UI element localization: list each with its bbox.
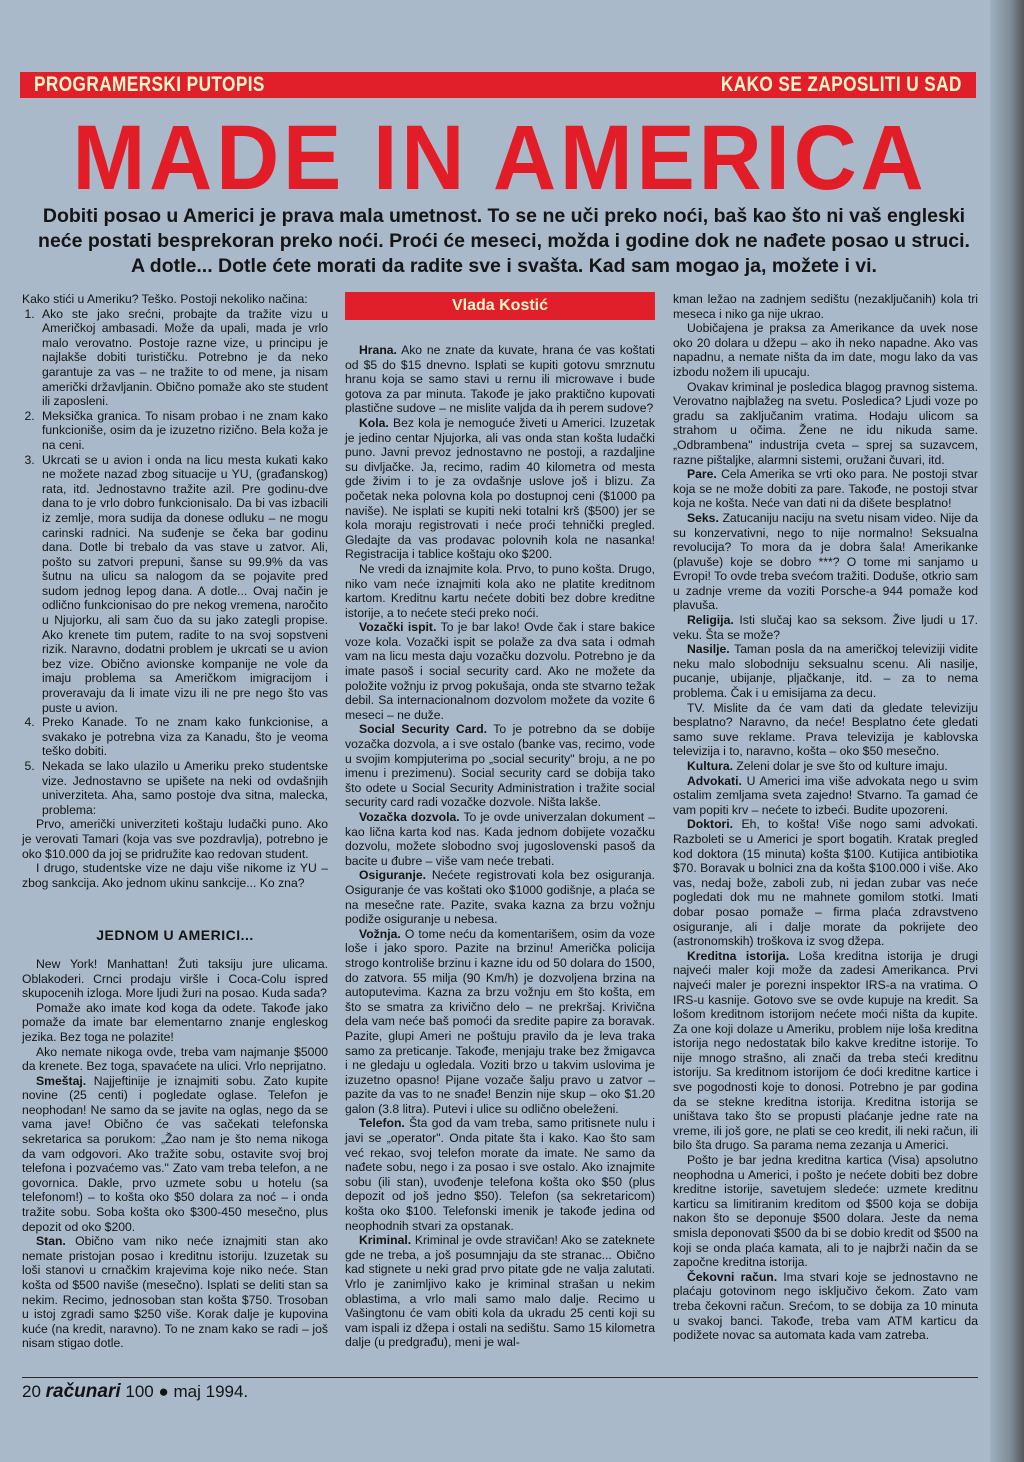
column-3 [673, 292, 978, 1343]
paragraph: Ako nemate nikoga ovde, treba vam najmanje $5000 da krenete. Bez toga, spavaćete na ulici. Vrlo neprijatno. [22, 1044, 328, 1074]
paragraph: Social Security Card. To je potrebno da se dobije vozačka dozvola, a i sve ostalo (banke vas, recimo, vode u svojim kompjuterima po „social security" broju, a ne po imenu i prezimenu). Social security card se dobija tako što odete u Social Security Administration i tražite social security card radi vozačke dozvole. Ništa lakše. [345, 722, 655, 810]
paragraph: Stan. Obično vam niko neće iznajmiti stan ako nemate pristojan posao i kreditnu istoriju. Izuzetak su loši stanovi u crnačkim krajevima koje niko neće. Stan košta od $500 naviše (mesečno). Isplati se deliti stan sa nekim. Recimo, jednosoban stan košta $750. Trosoban u istoj zgradi samo $250 više. Korak dalje je kupovina kuće (na kredit, naravno). To ne znam kako se radi – još nisam stigao dotle. [22, 1234, 328, 1351]
list-item: 2. Meksička granica. To nisam probao i ne znam kako funkcioniše, osim da je izuzetno rizično. Bela koža je na ceni. [38, 409, 328, 453]
paragraph: Pare. Cela Amerika se vrti oko para. Ne postoji stvar koja se ne može dobiti za pare. Takođe, ne postoji stvar koja ne košta. Neće van dati ni da dišete besplatno! [673, 467, 978, 511]
paragraph: I drugo, studentske vize ne daju više nikome iz YU – zbog sankcija. Ako jednom ukinu sankcije... Ko zna? [22, 861, 328, 890]
subheading: JEDNOM U AMERICI... [96, 927, 254, 944]
paragraph: Prvo, američki univerziteti koštaju ludački puno. Ako je verovati Tamari (koja vas sve pozdravlja), potrebno je oko $10.000 da joj se pridružite kao redovan student. [22, 817, 328, 861]
paragraph: TV. Mislite da će vam dati da gledate televiziju besplatno? Naravno, da neće! Besplatno ćete gledati samo suve reklame. Prava televizija je kablovska televizija i to, naravno, košta – oko $50 mesečno. [673, 700, 978, 759]
page-number: 20 [22, 1382, 41, 1401]
paragraph: Telefon. Šta god da vam treba, samo pritisnete nulu i javi se „operator". Onda pitate šta i kako. Kao što sam već rekao, svoj telefon morate da imate. Ne samo da nađete sobu, nego i za posao i sve ostalo. Ako iznajmite sobu (ili stan), uvođenje telefona košta oko $50 (plus depozit od još jedno $50). Telefon (sa sekretaricom) košta oko $100. Telefonski imenik je takođe jedina od neophodnih stvari za opstanak. [345, 1116, 655, 1233]
paragraph: Čekovni račun. Ima stvari koje se jednostavno ne plaćaju gotovinom nego isključivo čekom. Zato vam treba čekovni račun. Srećom, to se dobija za 10 minuta u svakoj banci. Takođe, treba vam ATM karticu da podižete novac sa automata kada vam zatreba. [673, 1269, 978, 1343]
paragraph: Hrana. Ako ne znate da kuvate, hrana će vas koštati od $5 do $15 dnevno. Isplati se kupiti gotovu smrznutu hranu koja se samo stavi u rernu ili microwave i bude gotova za par minuta. Takođe je jako praktično kupovati plastične sudove – ne mislite valjda da ih perem sudove? [345, 343, 655, 416]
paragraph: Kultura. Zeleni dolar je sve što od kulture imaju. [687, 759, 948, 773]
paragraph: Kola. Bez kola je nemoguće živeti u Americi. Izuzetak je jedino centar Njujorka, ali vas onda stan košta ludački puno. Javni prevoz jednostavno ne postoji, a razdaljine su divljačke. Ja, recimo, radim 40 kilometra od mesta gde živim i to je za ovdašnje uslove još i blizu. Za početak neka polovna kola po dostupnoj ceni ($1000 pa naviše). Ne isplati se kupiti neki totalni krš ($500) jer se kola moraju registrovati i neće proći tehnički pregled. Gledajte da vas prodavac polovnih kola ne nasanka! Registracija i tablice koštaju oko $200. [345, 415, 655, 562]
footer-rule [22, 1377, 978, 1378]
paragraph: Ovakav kriminal je posledica blagog pravnog sistema. Verovatno najblažeg na svetu. Posledica? Ljudi voze po gradu sa zaključanim vratima. Hodaju ulicom sa strahom u očima. Žene ne idu nikuda same. „Odbrambena" industrija cveta – sprej sa suzavcem, razne pištaljke, alarmni sistemi, oružani čuvari, itd. [673, 379, 978, 467]
paragraph: Ne vredi da iznajmite kola. Prvo, to puno košta. Drugo, niko vam neće iznajmiti kola ako ne platite kreditnom kartom. Kreditnu kartu nećete dobiti bez dobre kreditne istorije, a to nećete steći preko noći. [345, 561, 655, 620]
page-edge-shadow [990, 0, 1024, 1462]
paragraph: Advokati. U Americi ima više advokata nego u svim ostalim zemljama sveta zajedno! Stvarno. Ta gamad će vam popiti krv – nećete to izbeći. Budite upozoreni. [673, 773, 978, 817]
bullet-separator: ● [158, 1382, 169, 1401]
magazine-name: računari [45, 1381, 121, 1402]
section-label-left: PROGRAMERSKI PUTOPIS [34, 73, 265, 96]
article-title: MADE IN AMERICA [72, 107, 928, 209]
article-intro: Dobiti posao u Americi je prava mala umetnost. To se ne uči preko noći, baš kao što ni vaš engleski neće postati besprekoran preko noći. Proći će meseci, možda i godine dok ne nađete posao u struci. A dotle... Dotle ćete morati da radite sve i svašta. Kad sam mogao ja, možete i vi. [38, 205, 970, 277]
paragraph: Vozački ispit. To je bar lako! Ovde čak i stare bakice voze kola. Vozački ispit se polaže za dva sata i odmah vam na licu mesta daju vozačku dozvolu. Potrebno je da imate pasoš i social security card. Ako ne možete da položite vožnju iz prvog pokušaja, onda ste stvarno težak debil. Sa internacionalnom dozvolom možete da vozite 6 meseci – ne duže. [345, 620, 655, 722]
paragraph: Doktori. Eh, to košta! Više nogo sami advokati. Razboleti se u Americi je sport bogatih. Kratak pregled kod doktora (15 minuta) košta $100. Kutijica antibiotika $70. Boravak u bolnici zna da košta $100.000 i više. Ako vas, nedaj bože, zaboli zub, ni jedan zubar vas neće pogledati dok mu ne mahnete gomilom stotki. Imati dobar posao pomaže – firma plaća zdravstveno osiguranje, ali i dalje morate da pokrijete deo (astronomskih) troškova iz svog džepa. [673, 817, 978, 949]
paragraph: Vožnja. O tome neću da komentarišem, osim da voze loše i jako sporo. Pazite na brzinu! Američka policija strogo kontroliše brzinu i kazne idu od 50 dolara do 1500, do zatvora. 55 milja (90 Km/h) je dozvoljena brzina na autoputevima. Kazna za brzu vožnju em što košta, em što se smatra za krivično delo – ne prekršaj. Krivična dela vam neće baš pomoći da sredite papire za boravak. Pazite, glupi Ameri ne poštuju pravilo da je leva traka samo za preticanje. Takođe, menjaju trake bez žmigavca i ne gledaju u ogledala. Voziti brzo u takvim uslovima je izuzetno opasno! Pijane vozače šalju pravo u zatvor – pazite da vas to ne snađe! Benzin nije skup – oko $1.20 galon (3.8 litra). Putevi i ulice su odlično obeleženi. [345, 926, 655, 1116]
issue-date: maj 1994. [173, 1382, 249, 1401]
paragraph: Religija. Isti slučaj kao sa seksom. Žive ljudi u 17. veku. Šta se može? [673, 613, 978, 642]
column-1 [22, 292, 328, 1351]
paragraph: New York! Manhattan! Žuti taksiju jure ulicama. Oblakoderi. Crnci prodaju viršle i Coca-Colu ispred skupocenih izloga. More ljudi žuri na posao. Kuda sada? [22, 956, 328, 1001]
author-byline: Vlada Kostić [345, 292, 655, 320]
issue-number: 100 [125, 1382, 154, 1401]
paragraph: Seks. Zatucaniju naciju na svetu nisam video. Nije da su konzervativni, nego to nije normalno! Seksualna revolucija? To mora da je dobra šala! Amerikanke (plavuše) koje se dobro ***? O tome mi sanjamo u Evropi! To ovde treba svećom tražiti. Doduše, otkrio sam u zadnje vreme da voziti Porsche-a 944 pomaže kod plavuša. [673, 510, 978, 613]
paragraph: Smeštaj. Najjeftinije je iznajmiti sobu. Zato kupite novine (25 centi) i pogledate oglase. Telefon je neophodan! Ne samo da se javite na oglas, nego da se vama jave! Obično će vas sačekati telefonska sekretarica sa porukom: „Žao nam je što nema nikoga da vam odgovori. Ako tražite sobu, ostavite svoj broj telefona i pozvaćemo vas." Zato vam treba telefon, a ne govornica. Dakle, prvo uzmete sobu u hotelu (sa telefonom!) – to košta oko $50 dolara za noć – i onda tražite sobu. Soba košta oko $300-450 mesečno, plus depozit od oko $200. [22, 1073, 328, 1234]
list-item: 3. Ukrcati se u avion i onda na licu mesta kukati kako ne možete nazad zbog situacije u YU, (građanskog) rata, itd. Jednostavno tražite azil. Pre godinu-dve dana to je vrlo dobro funkcionisalo. Da bi vas izbacili iz zemlje, mora sudija da donese odluku – ne mogu carinski radnici. Na suđenje se čeka bar godinu dana. Dotle bi trebalo da vas stave u zatvor. Ali, pošto su zatvori prepuni, šanse su 99.9% da vas šutnu na ulicu sa nalogom da se pojavite pred sudom jednog lepog dana. A dotle... Ovaj način je odlično funkcionisao do pre nekog vremena, naročito u Njujorku, ali sam čuo da su jako zategli propise. Ako krenete tim putem, radite to na svoj sopstveni rizik. Naravno, dodatni problem je ukrcati se u avion bez vize. Obično avionske kompanije ne vole da imaju problema sa Američkom imigracijom i proveravaju da li imate vizu ili ne pre nego što vas puste u avion. [38, 453, 328, 716]
ways-list [22, 307, 328, 818]
section-label-right: KAKO SE ZAPOSLITI U SAD [721, 73, 962, 96]
paragraph: Uobičajena je praksa za Amerikance da uvek nose oko 20 dolara u džepu – ako ih neko napadne. Ako vas napadnu, a nemate ništa da im date, mogu lako da vas izbodu nožem ili upucaju. [673, 321, 978, 379]
paragraph: Nasilje. Taman posla da na američkoj televiziji vidite neku malo slobodniju seksualnu scenu. Ali nasilje, pucanje, ubijanje, pljačkanje, itd. – za to nema problema. Čak i u emisijama za decu. [673, 642, 978, 701]
paragraph: Osiguranje. Nećete registrovati kola bez osiguranja. Osiguranje će vas koštati oko $1000 godišnje, a plaća se na mesečne rate. Pazite, svaka kazna za brzu vožnju podiže osiguranje u nebesa. [345, 868, 655, 927]
list-item: 1. Ako ste jako srećni, probajte da tražite vizu u Američkoj ambasadi. Može da upali, mada je vrlo malo verovatno. Postoje razne vize, u principu je najlakše dobiti turističku. Potrebno je da neko garantuje za vas – ne tražite to od mene, ja nisam američki državljanin. Obično pomaže ako ste student ili zaposleni. [38, 307, 328, 409]
page-footer [22, 1380, 248, 1404]
paragraph: Kriminal. Kriminal je ovde stravičan! Ako se zateknete gde ne treba, a još posumnjaju da ste stranac... Obično kad stignete u neki grad prvo pitate gde ne valja zalutati. Vrlo je zanimljivo kako je kriminal strašan u nekim oblastima, a vrlo mali samo malo dalje. Recimo u Vašingtonu će vam obiti kola da ukradu 25 centi koji su vam ispali iz džepa i ostali na sedištu. Samo 15 kilometra dalje (u predgrađu), meni je wal- [345, 1233, 655, 1350]
paragraph: Kreditna istorija. Loša kreditna istorija je drugi najveći maler koji može da zadesi Amerikanca. Prvi najveći maler je porezni inspektor IRS-a na vratima. O IRS-u kasnije. Gotovo sve se ovde kupuje na kredit. Sa lošom kreditnom istorijom nećete moći ništa da kupite. Za one koji dolaze u Ameriku, problem nije loša kreditna istorija nego nedostatak bilo kakve kreditne istorije. To nije mnogo strašno, ali znači da treba steći kreditnu istoriju. Sa kreditnom istorijom će doći kreditne kartice i sve pogodnosti koje to donosi. Potrebno je par godina da se stekne kreditna istorija. Kreditna istorija se uništava tako što se propusti plaćanje jedne rate na vreme, ili još gore, ne plati se ceo kredit, ili neki račun, ili bilo šta drugo. Sa parama nema zezanja u Americi. [673, 948, 978, 1153]
paragraph: Vozačka dozvola. To je ovde univerzalan dokument – kao lična karta kod nas. Kada jednom dobijete vozačku dozvolu, možete slobodno svoj jugoslovenski pasoš da bacite u đubre – više vam neće trebati. [345, 810, 655, 868]
list-item: 5. Nekada se lako ulazilo u Ameriku preko studentske vize. Jednostavno se upišete na neki od ovdašnjih univerziteta. Aha, samo postoje dva sitna, malecka, problema: [38, 759, 328, 817]
list-item: 4. Preko Kanade. To ne znam kako funkcionise, a svakako je potrebna viza za Kanadu, što je veoma teško dobiti. [38, 715, 328, 759]
column-2 [345, 343, 655, 1350]
col1-lead: Kako stići u Ameriku? Teško. Postoji nekoliko načina: [22, 292, 308, 306]
section-header-band [20, 72, 976, 98]
paragraph: Pomaže ako imate kod koga da odete. Takođe jako pomaže da imate bar elementarno znanje engleskog jezika. Bez toga ne polazite! [22, 1000, 328, 1044]
paragraph: kman ležao na zadnjem sedištu (nezaključanih) kola tri meseca i niko ga nije ukrao. [673, 292, 978, 321]
paragraph: Pošto je bar jedna kreditna kartica (Visa) apsolutno neophodna u Americi, i pošto je nećete dobiti bez dobre kreditne istorije, savetujem sledeće: uzmete kreditnu karticu sa limitiranim kreditom od $500 koja se dobija nakon što se deponuje $500 dolara. Jeste da nema smisla deponovati $500 da bi se dobio kredit od $500 na koji se onda plaća kamata, ali to je najbrži način da se započne kreditna istorija. [673, 1153, 978, 1270]
